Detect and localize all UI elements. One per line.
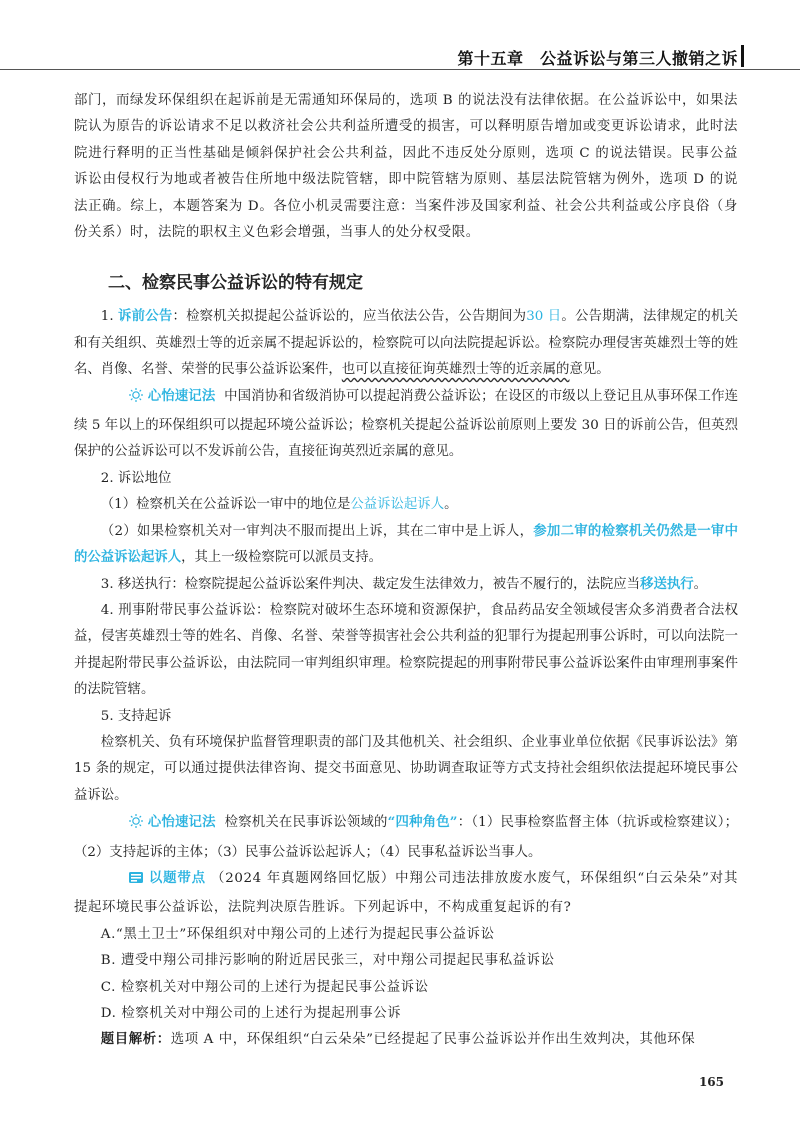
tip-2-title: 心怡速记法 (147, 815, 216, 831)
page-header (0, 0, 800, 70)
question-analysis: 题目解析：选项 A 中，环保组织“白云朵朵”已经提起了民事公益诉讼并作出生效判决，其他环保 (100, 1032, 696, 1048)
wavy-underlined-text: 也可以直接征询英雄烈士等的近亲属的 (341, 362, 570, 378)
section-heading: 二、检察民事公益诉讼的特有规定 (108, 273, 363, 294)
item-2-title: 2. 诉讼地位 (100, 470, 172, 486)
question-option-c: C. 检察机关对中翔公司的上述行为提起民事公益诉讼 (100, 979, 429, 995)
item-2-sub-1: （1）检察机关在公益诉讼一审中的地位是公益诉讼起诉人。 (100, 497, 458, 513)
item-2-sub-2: （2）如果检察机关对一审判决不服而提出上诉，其在二审中是上诉人，参加二审的检察机关仍然是一审中的公益诉讼起诉人，其上一级检察院可以派员支持。 (74, 523, 738, 566)
page-number: 165 (698, 1075, 724, 1089)
item-5-title: 5. 支持起诉 (100, 708, 172, 724)
item-5-text: 检察机关、负有环境保护监督管理职责的部门及其他机关、社会组织、企业事业单位依据《民事诉讼法》第 15 条的规定，可以通过提供法律咨询、提交书面意见、协助调查取证等方式支持社会组织依法提起环境民事公益诉讼。 (74, 734, 738, 803)
book-icon (101, 869, 145, 895)
header-bar (741, 45, 744, 67)
question-option-d: D. 检察机关对中翔公司的上述行为提起刑事公诉 (100, 1006, 402, 1021)
page-content (74, 88, 738, 1054)
question-option-b: B. 遭受中翔公司排污影响的附近居民张三，对中翔公司提起民事私益诉讼 (100, 953, 555, 969)
item-2-sub-2-highlight: 参加二审的检察机关仍然是一审中的公益诉讼起诉人 (74, 523, 738, 566)
tip-1-title: 心怡速记法 (147, 388, 216, 404)
question-title: 以题带点 (148, 870, 206, 886)
item-3-enforcement: 3. 移送执行：检察院提起公益诉讼案件判决、裁定发生法律效力，被告不履行的，法院应当移送执行。 (100, 576, 708, 592)
question-option-a: A.“黑土卫士”环保组织对中翔公司的上述行为提起民事公益诉讼 (100, 926, 495, 942)
four-roles-highlight: “四种角色” (387, 814, 458, 831)
header-rule (0, 69, 800, 70)
item-3-highlight: 移送执行 (640, 576, 694, 592)
item-2-sub-1-highlight: 公益诉讼起诉人 (350, 497, 445, 513)
lightbulb-icon (101, 813, 144, 839)
tip-1: 心怡速记法 中国消协和省级消协可以提起消费公益诉讼；在设区的市级以上登记且从事环保工作连续 5 年以上的环保组织可以提起环境公益诉讼；检察机关提起公益诉讼前原则上要发 30 日的诉前公告，但英烈保护的公益诉讼可以不发诉前公告，直接征询英烈近亲属的意见。 (74, 388, 739, 460)
analysis-label: 题目解析： (100, 1032, 171, 1048)
lightbulb-icon (101, 387, 144, 413)
item-4-criminal-incidental: 4. 刑事附带民事公益诉讼：检察院对破坏生态环境和资源保护，食品药品安全领域侵害众多消费者合法权益，侵害英雄烈士等的姓名、肖像、名誉、荣誉等损害社会公共利益的犯罪行为提起刑事公诉时，可以向法院一并提起附带民事公益诉讼，由法院同一审判组织审理。检察院提起的刑事附带民事公益诉讼案件由审理刑事案件的法院管辖。 (74, 602, 738, 698)
intro-paragraph: 部门，而绿发环保组织在起诉前是无需通知环保局的，选项 B 的说法没有法律依据。在公益诉讼中，如果法院认为原告的诉讼请求不足以救济社会公共利益所遭受的损害，可以释明原告增加或变更诉讼请求，此时法院进行释明的正当性基础是倾斜保护社会公共利益，因此不违反处分原则，选项 C 的说法错误。民事公益诉讼由侵权行为地或者被告住所地中级法院管辖，即中院管辖为原则、基层法院管辖为例外，选项 D 的说法正确。综上，本题答案为 D。各位小机灵需要注意：当案件涉及国家利益、社会公共利益或公序良俗（身份关系）时，法院的职权主义色彩会增强，当事人的处分权受限。 (74, 93, 738, 241)
notice-period: 30 日 (526, 309, 562, 325)
item-1-pre-litigation-notice: 1. 诉前公告：检察机关拟提起公益诉讼的，应当依法公告，公告期间为30 日。公告期满，法律规定的机关和有关组织、英雄烈士等的近亲属不提起诉讼的，检察院可以向法院提起诉讼。检察院办理侵害英雄烈士等的姓名、肖像、名誉、荣誉的民事公益诉讼案件，也可以直接征询英雄烈士等的近亲属的意见。 (74, 309, 739, 378)
question-block: 以题带点 （2024 年真题网络回忆版）中翔公司违法排放废水废气，环保组织“白云朵朵”对其提起环境民事公益诉讼，法院判决原告胜诉。下列起诉中，不构成重复起诉的有? (74, 870, 738, 916)
chapter-title: 第十五章 公益诉讼与第三人撤销之诉 (457, 49, 738, 68)
tip-2: 心怡速记法 检察机关在民事诉讼领域的“四种角色”：（1）民事检察监督主体（抗诉或检察建议）；（2）支持起诉的主体；（3）民事公益诉讼起诉人；（4）民事私益诉讼当事人。 (74, 814, 739, 860)
item-1-label: 诉前公告 (118, 309, 173, 325)
